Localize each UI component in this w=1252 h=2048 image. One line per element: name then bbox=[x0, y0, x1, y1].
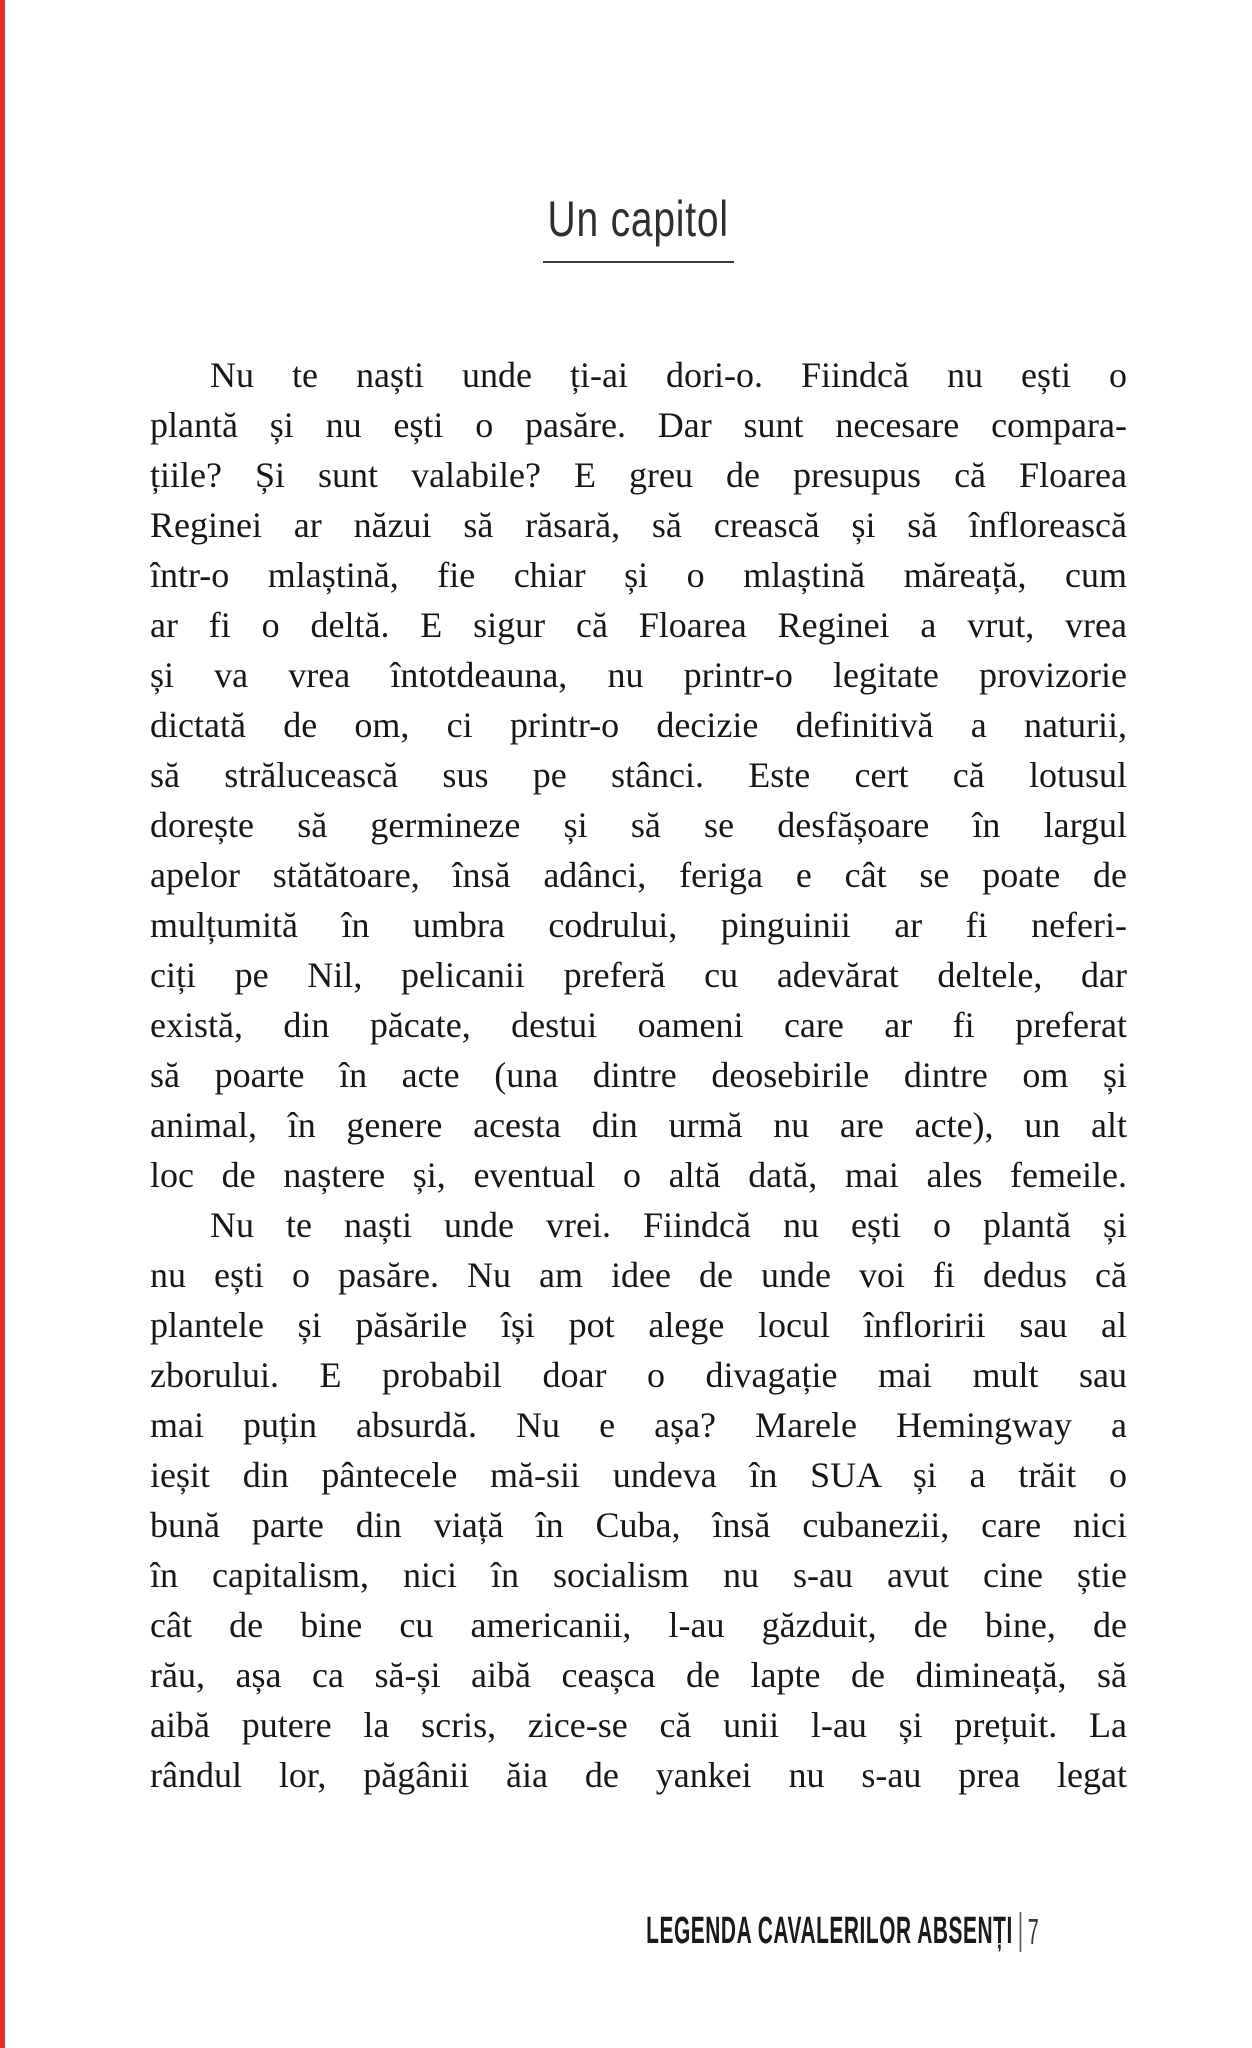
chapter-title: Un capitol bbox=[547, 191, 730, 247]
body-text bbox=[150, 350, 1127, 1800]
text-line: rândul lor, păgânii ăia de yankei nu s-au prea legat bbox=[150, 1755, 1127, 1795]
footer-divider bbox=[1020, 1912, 1022, 1952]
text-line: plantele și păsările își pot alege locul înfloririi sau al bbox=[150, 1305, 1127, 1345]
text-line: cât de bine cu americanii, l-au găzduit, de bine, de bbox=[150, 1605, 1127, 1645]
text-line: zborului. E probabil doar o divagație mai mult sau bbox=[150, 1355, 1127, 1395]
left-edge-accent-stripe bbox=[0, 0, 5, 2048]
text-line: plantă și nu ești o pasăre. Dar sunt necesare compara- bbox=[150, 405, 1127, 445]
text-line: dictată de om, ci printr-o decizie definitivă a naturii, bbox=[150, 705, 1127, 745]
running-footer bbox=[646, 1910, 1039, 1953]
text-line: ieșit din pântecele mă-sii undeva în SUA și a trăit o bbox=[150, 1455, 1127, 1495]
text-line: există, din păcate, destui oameni care ar fi preferat bbox=[150, 1005, 1127, 1045]
text-line: Nu te naști unde ți-ai dori-o. Fiindcă nu ești o bbox=[210, 355, 1127, 395]
text-line: Reginei ar năzui să răsară, să crească și să înflorească bbox=[150, 505, 1127, 545]
text-line: țiile? Și sunt valabile? E greu de presupus că Floarea bbox=[150, 455, 1127, 495]
text-line: mai puțin absurdă. Nu e așa? Marele Hemingway a bbox=[150, 1405, 1127, 1445]
text-line: animal, în genere acesta din urmă nu are acte), un alt bbox=[150, 1105, 1127, 1145]
chapter-title-wrap bbox=[150, 190, 1127, 248]
footer-page-number: 7 bbox=[1027, 1910, 1039, 1952]
text-line: ciți pe Nil, pelicanii preferă cu adevărat deltele, dar bbox=[150, 955, 1127, 995]
text-line: să strălucească sus pe stânci. Este cert că lotusul bbox=[150, 755, 1127, 795]
chapter-title-underline bbox=[543, 261, 734, 263]
text-line: nu ești o pasăre. Nu am idee de unde voi fi dedus că bbox=[150, 1255, 1127, 1295]
text-line: apelor stătătoare, însă adânci, feriga e cât se poate de bbox=[150, 855, 1127, 895]
text-line: să poarte în acte (una dintre deosebirile dintre om și bbox=[150, 1055, 1127, 1095]
footer-book-title: LEGENDA CAVALERILOR ABSENȚI bbox=[646, 1910, 1014, 1952]
text-line: bună parte din viață în Cuba, însă cubanezii, care nici bbox=[150, 1505, 1127, 1545]
text-line: loc de naștere și, eventual o altă dată, mai ales femeile. bbox=[150, 1155, 1127, 1195]
text-line: într-o mlaștină, fie chiar și o mlaștină măreață, cum bbox=[150, 555, 1127, 595]
text-line: și va vrea întotdeauna, nu printr-o legitate provizorie bbox=[150, 655, 1127, 695]
text-line: dorește să germineze și să se desfășoare în largul bbox=[150, 805, 1127, 845]
text-line: în capitalism, nici în socialism nu s-au avut cine știe bbox=[150, 1555, 1127, 1595]
text-line: Nu te naști unde vrei. Fiindcă nu ești o plantă și bbox=[210, 1205, 1127, 1245]
text-line: mulțumită în umbra codrului, pinguinii ar fi neferi- bbox=[150, 905, 1127, 945]
text-line: aibă putere la scris, zice-se că unii l-au și prețuit. La bbox=[150, 1705, 1127, 1745]
text-line: rău, așa ca să-și aibă ceașca de lapte de dimineață, să bbox=[150, 1655, 1127, 1695]
text-line: ar fi o deltă. E sigur că Floarea Reginei a vrut, vrea bbox=[150, 605, 1127, 645]
